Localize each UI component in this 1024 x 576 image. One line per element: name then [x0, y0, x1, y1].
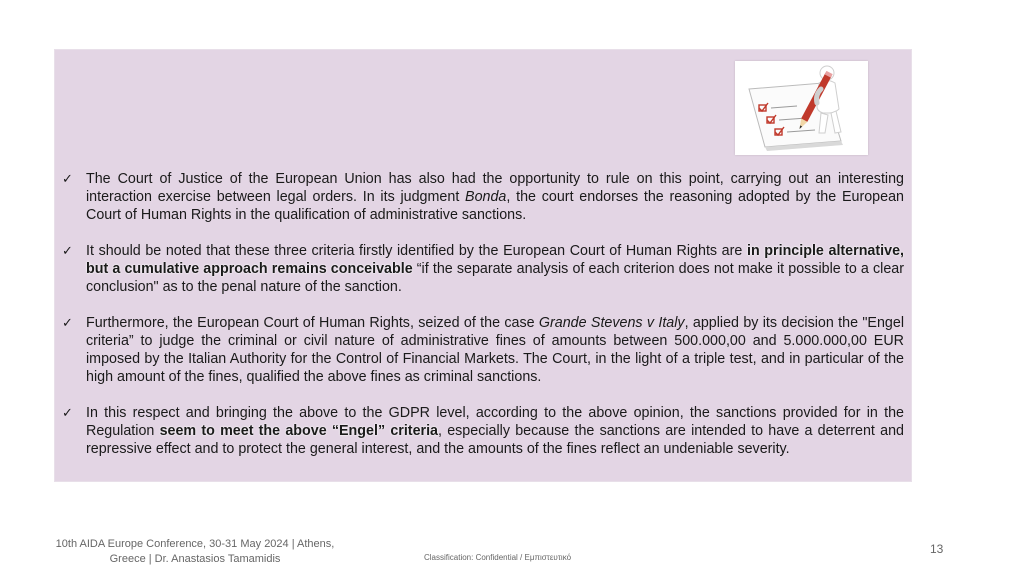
bullet-text: The Court of Justice of the European Union has also had the opportunity to rule on this point, carrying out an interesting interaction exercise between legal orders. In its judgment Bonda, the court endorses the reasoning adopted by the European Court of Human Rights in the qualification of administrative sanctions.: [86, 171, 904, 223]
bullet-item: [62, 170, 904, 224]
bullet-item: [62, 314, 904, 386]
bullet-text: Furthermore, the European Court of Human Rights, seized of the case Grande Stevens v Italy, applied by its decision the "Engel criteria” to judge the criminal or civil nature of administrative fines of amounts between 500.000,00 and 5.000.000,00 EUR imposed by the Italian Authority for the Control of Financial Markets. The Court, in the light of a triple test, and in particular of the high amount of the fines, qualified the above fines as criminal sanctions.: [86, 315, 904, 385]
bullet-text: It should be noted that these three criteria firstly identified by the European Court of Human Rights are in principle alternative, but a cumulative approach remains conceivable “if the separate analysis of each criterion does not make it possible to a clear conclusion" as to the penal nature of the sanction.: [86, 243, 904, 295]
bullet-item: [62, 242, 904, 296]
checkmark-icon: ✓: [62, 171, 73, 186]
bullet-item: [62, 404, 904, 458]
checkmark-icon: ✓: [62, 405, 73, 420]
checkmark-icon: ✓: [62, 243, 73, 258]
bullet-text: In this respect and bringing the above to the GDPR level, according to the above opinion, the sanctions provided for in the Regulation seem to meet the above “Engel” criteria, especially because the sanctions are intended to have a deterrent and repressive effect and to protect the general interest, and the amounts of the fines reflect an undeniable severity.: [86, 405, 904, 457]
checkmark-icon: ✓: [62, 315, 73, 330]
checklist-pencil-figure-icon: [735, 61, 868, 155]
page-number: 13: [930, 542, 944, 556]
footer-conference: 10th AIDA Europe Conference, 30-31 May 2024 | Athens, Greece | Dr. Anastasios Tamamidis: [55, 538, 335, 565]
bullet-list: [62, 170, 904, 476]
footer-classification: Classification: Confidential / Εμπιστευτικό: [424, 553, 572, 562]
